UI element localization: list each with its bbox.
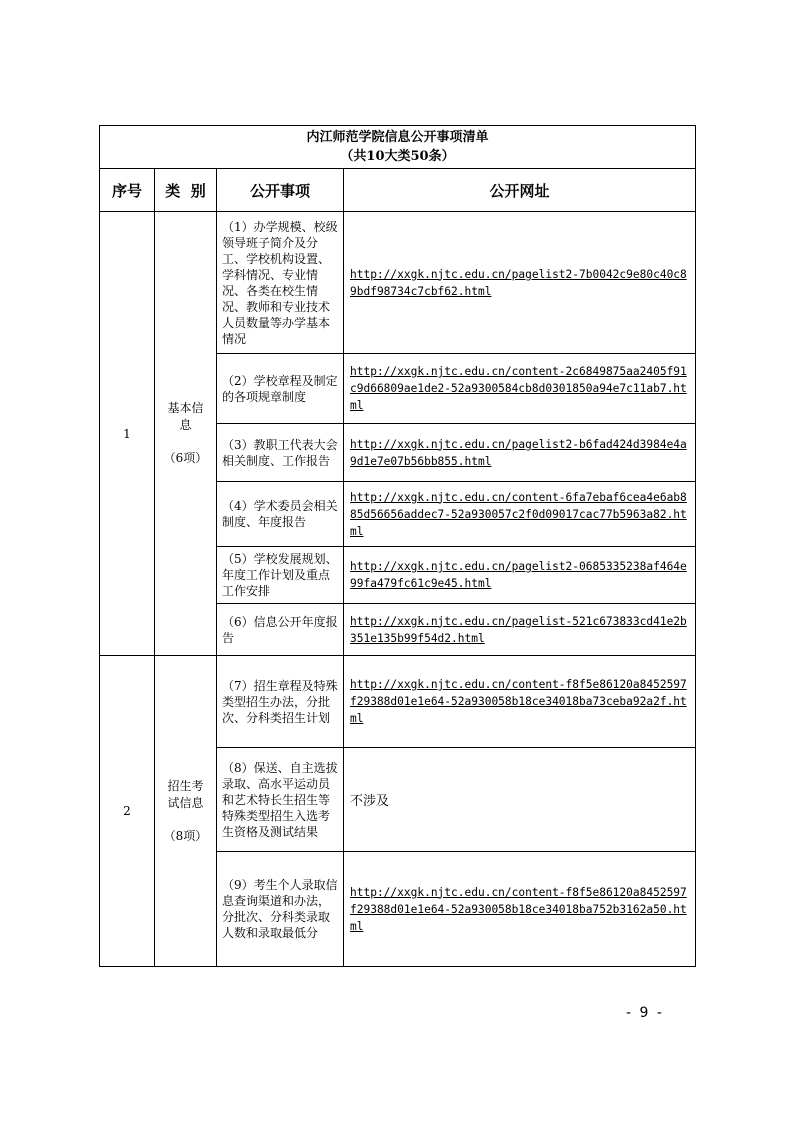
table-row — [100, 656, 696, 748]
item-text: （5）学校发展规划、年度工作计划及重点工作安排 — [217, 547, 344, 604]
item-note: 不涉及 — [344, 748, 696, 852]
item-text: （8）保送、自主选拔录取、高水平运动员和艺术特长生招生等特殊类型招生入选考生资格及测试结果 — [217, 748, 344, 852]
item-link[interactable]: http://xxgk.njtc.edu.cn/pagelist2-0685335238af464e99fa479fc61c9e45.html — [350, 560, 687, 590]
table-row — [100, 212, 696, 354]
table-title-line1: 内江师范学院信息公开事项清单 — [306, 130, 489, 145]
item-text: （4）学术委员会相关制度、年度报告 — [217, 482, 344, 547]
category-count: （6项） — [163, 451, 208, 465]
header-item: 公开事项 — [217, 169, 344, 212]
category-count: （8项） — [163, 828, 208, 843]
item-text: （2）学校章程及制定的各项规章制度 — [217, 354, 344, 424]
item-url — [344, 656, 696, 748]
header-url: 公开网址 — [344, 169, 696, 212]
item-link[interactable]: http://xxgk.njtc.edu.cn/pagelist2-7b0042c9e80c40c89bdf98734c7cbf62.html — [350, 267, 687, 298]
category-label: 招生考试信息 — [167, 778, 204, 810]
item-url — [344, 424, 696, 482]
item-link[interactable]: http://xxgk.njtc.edu.cn/content-f8f5e86120a8452597f29388d01e1e64-52a930058b18ce34018ba752b3162a50.html — [350, 885, 687, 933]
header-number: 序号 — [100, 169, 155, 212]
page-number: - 9 - — [626, 1005, 664, 1021]
item-url — [344, 354, 696, 424]
group-number: 1 — [100, 212, 155, 656]
item-text: （3）教职工代表大会相关制度、工作报告 — [217, 424, 344, 482]
group-category — [155, 656, 217, 967]
item-link[interactable]: http://xxgk.njtc.edu.cn/content-2c6849875aa2405f91c9d66809ae1de2-52a9300584cb8d0301850a94e7c11ab7.html — [350, 365, 687, 412]
item-url — [344, 604, 696, 656]
item-text: （9）考生个人录取信息查询渠道和办法，分批次、分科类录取人数和录取最低分 — [217, 852, 344, 967]
group-category — [155, 212, 217, 656]
item-link[interactable]: http://xxgk.njtc.edu.cn/pagelist-521c673833cd41e2b351e135b99f54d2.html — [350, 614, 687, 645]
table-title-line2: （共10大类50条） — [340, 149, 455, 164]
item-url — [344, 482, 696, 547]
category-label: 基本信息 — [167, 401, 204, 432]
group-number: 2 — [100, 656, 155, 967]
item-text: （7）招生章程及特殊类型招生办法，分批次、分科类招生计划 — [217, 656, 344, 748]
item-url — [344, 852, 696, 967]
table-title — [100, 126, 696, 169]
item-link[interactable]: http://xxgk.njtc.edu.cn/pagelist2-b6fad424d3984e4a9d1e7e07b56bb855.html — [350, 437, 687, 468]
item-link[interactable]: http://xxgk.njtc.edu.cn/content-6fa7ebaf6cea4e6ab885d56656addec7-52a930057c2f0d09017cac77b5963a82.html — [350, 490, 687, 538]
item-url — [344, 547, 696, 604]
header-row — [100, 169, 696, 212]
item-link[interactable]: http://xxgk.njtc.edu.cn/content-f8f5e86120a8452597f29388d01e1e64-52a930058b18ce34018ba73ceba92a2f.html — [350, 678, 687, 725]
item-text: （1）办学规模、校级领导班子简介及分工、学校机构设置、学科情况、专业情况、各类在校生情况、教师和专业技术人员数量等办学基本情况 — [217, 212, 344, 354]
item-url — [344, 212, 696, 354]
info-disclosure-table — [99, 125, 696, 967]
item-text: （6）信息公开年度报告 — [217, 604, 344, 656]
header-category: 类 别 — [155, 169, 217, 212]
